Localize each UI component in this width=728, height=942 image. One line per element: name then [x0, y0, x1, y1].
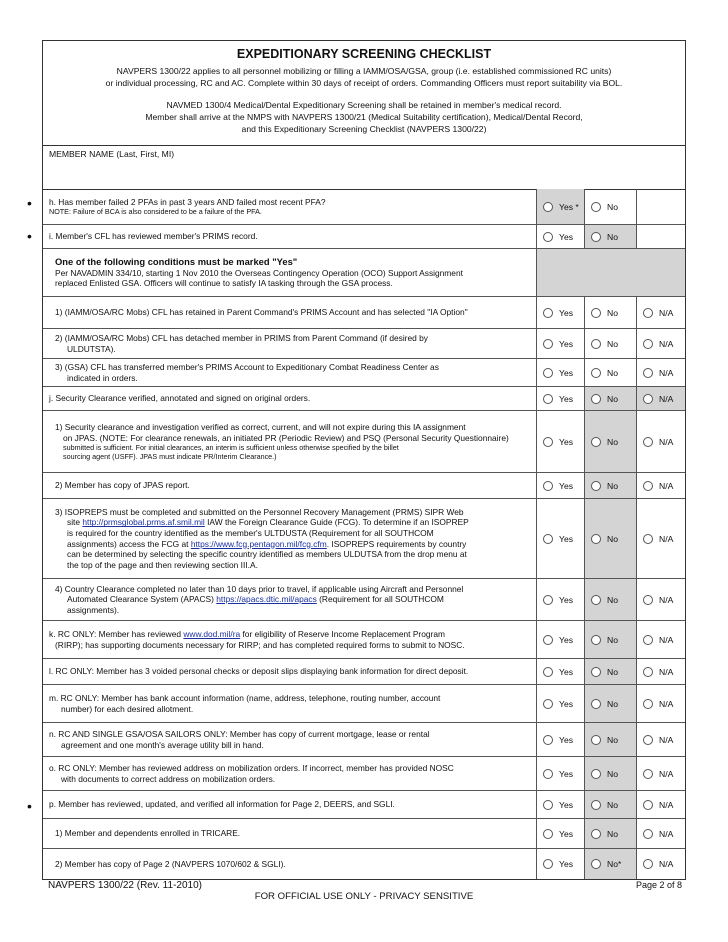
item-j4-line-1: 4) Country Clearance completed no later than 10 days prior to travel, if applicable using Aircraft and Personnel — [55, 583, 464, 594]
item-i-text: i. Member's CFL has reviewed member's PRIMS record. — [49, 231, 258, 242]
radio-icon[interactable] — [543, 735, 553, 745]
radio-icon[interactable] — [591, 339, 601, 349]
item-m-line-2: number) for each desired allotment. — [61, 703, 194, 714]
item-j1-line-1: 1) Security clearance and investigation verified as correct, current, and will not expire during this IA assignment — [55, 421, 466, 432]
classification-banner: FOR OFFICIAL USE ONLY - PRIVACY SENSITIVE — [254, 891, 474, 902]
item-h — [43, 189, 685, 225]
item-n-line-1: n. RC AND SINGLE GSA/OSA SAILORS ONLY: Member has copy of current mortgage, lease or rental — [49, 728, 430, 739]
item-k-line-1: k. RC ONLY: Member has reviewed www.dod.mil/ra for eligibility of Reserve Income Replacement Program — [49, 628, 445, 639]
item-j3-line-6: the top of the page and then reviewing section III.A. — [67, 559, 258, 570]
page-number: Page 2 of 8 — [635, 880, 682, 890]
item-m-line-1: m. RC ONLY: Member has bank account information (name, address, telephone, routing number, account — [49, 692, 441, 703]
item-m-na[interactable]: N/A — [637, 685, 685, 722]
radio-icon[interactable] — [543, 202, 553, 212]
radio-icon[interactable] — [591, 202, 601, 212]
intro-line-2: or individual processing, RC and AC. Complete within 30 days of receipt of orders. Commanding Officers must report suitability via BOL. — [105, 78, 623, 88]
item-h-note: NOTE: Failure of BCA is also considered to be a failure of the PFA. — [49, 207, 262, 217]
form-title: EXPEDITIONARY SCREENING CHECKLIST — [236, 47, 492, 61]
radio-icon[interactable] — [643, 635, 653, 645]
condition-1-text: 1) (IAMM/OSA/RC Mobs) CFL has retained in Parent Command's PRIMS Account and has selected "IA Option" — [55, 307, 468, 318]
item-j3-line-5: can be determined by selecting the specific country identified as members ULDUTSA from the drop menu at — [67, 549, 467, 560]
radio-icon[interactable] — [643, 800, 653, 810]
item-j1-line-3: submitted is sufficient. For initial clearances, an interim is sufficient unless otherwise specified by the billet — [63, 443, 399, 453]
radio-icon[interactable] — [543, 368, 553, 378]
radio-icon[interactable] — [643, 481, 653, 491]
radio-icon[interactable] — [591, 481, 601, 491]
radio-icon[interactable] — [643, 859, 653, 869]
radio-icon[interactable] — [543, 534, 553, 544]
radio-icon[interactable] — [591, 595, 601, 605]
item-j-text: j. Security Clearance verified, annotated and signed on original orders. — [49, 393, 311, 404]
condition-1-yes[interactable]: Yes — [537, 297, 585, 328]
radio-icon[interactable] — [543, 437, 553, 447]
navmed-line-1: NAVMED 1300/4 Medical/Dental Expeditionary Screening shall be retained in member's medical record. — [166, 100, 562, 110]
item-h-blank — [637, 189, 685, 224]
item-o-no[interactable]: No — [585, 757, 637, 790]
condition-2-yes[interactable]: Yes — [537, 329, 585, 358]
apacs-link[interactable]: https://apacs.dtic.mil/apacs — [216, 594, 317, 605]
item-n-no[interactable]: No — [585, 723, 637, 756]
radio-icon[interactable] — [591, 534, 601, 544]
item-j2-na[interactable]: N/A — [637, 473, 685, 498]
item-n — [43, 723, 685, 757]
item-p-yes[interactable]: Yes — [537, 791, 585, 818]
dod-ra-link[interactable]: www.dod.mil/ra — [183, 628, 241, 639]
form-id: NAVPERS 1300/22 (Rev. 11-2010) — [48, 880, 202, 891]
bullet-icon: • — [27, 195, 32, 211]
item-p1-na[interactable]: N/A — [637, 819, 685, 848]
item-o-na[interactable]: N/A — [637, 757, 685, 790]
item-p1-yes[interactable]: Yes — [537, 819, 585, 848]
radio-icon[interactable] — [643, 735, 653, 745]
item-j1 — [43, 411, 685, 473]
item-p-text: p. Member has reviewed, updated, and verified all information for Page 2, DEERS, and SGLI. — [49, 799, 395, 810]
item-p-na[interactable]: N/A — [637, 791, 685, 818]
condition-1 — [43, 297, 685, 329]
navmed-line-3: and this Expeditionary Screening Checklist (NAVPERS 1300/22) — [241, 124, 487, 134]
item-p1-text: 1) Member and dependents enrolled in TRICARE. — [55, 828, 241, 839]
item-j3 — [43, 499, 685, 579]
radio-icon[interactable] — [643, 437, 653, 447]
radio-icon[interactable] — [643, 534, 653, 544]
condition-3-no[interactable]: No — [585, 359, 637, 386]
radio-icon[interactable] — [643, 769, 653, 779]
condition-1-na[interactable]: N/A — [637, 297, 685, 328]
item-j3-yes[interactable]: Yes — [537, 499, 585, 578]
item-p1 — [43, 819, 685, 849]
radio-icon[interactable] — [591, 769, 601, 779]
item-j4-no[interactable]: No — [585, 579, 637, 620]
item-j4-line-3: assignments). — [67, 604, 120, 615]
item-m-no[interactable]: No — [585, 685, 637, 722]
item-p2-yes[interactable]: Yes — [537, 849, 585, 879]
item-j1-line-4: sourcing agent (USFF). JPAS must indicate PR/Interim Clearance.) — [63, 452, 277, 462]
item-k-no[interactable]: No — [585, 621, 637, 658]
item-j — [43, 387, 685, 411]
item-j-no[interactable]: No — [585, 387, 637, 410]
item-i — [43, 225, 685, 249]
item-j-yes[interactable]: Yes — [537, 387, 585, 410]
item-j2-text: 2) Member has copy of JPAS report. — [55, 480, 190, 491]
radio-icon[interactable] — [643, 339, 653, 349]
item-m — [43, 685, 685, 723]
radio-icon[interactable] — [543, 829, 553, 839]
radio-icon[interactable] — [643, 368, 653, 378]
condition-2 — [43, 329, 685, 359]
condition-3-line-2: indicated in orders. — [67, 372, 138, 383]
item-j3-line-4: assignments) access the FCG at https://www.fcg.pentagon.mil/fcg.cfm. ISOPREPS requirements by country — [67, 538, 467, 549]
radio-icon[interactable] — [543, 859, 553, 869]
condition-3-line-1: 3) (GSA) CFL has transferred member's PRIMS Account to Expeditionary Combat Readiness Center as — [55, 361, 439, 372]
item-n-na[interactable]: N/A — [637, 723, 685, 756]
item-o-line-2: with documents to correct address on mobilization orders. — [61, 773, 276, 784]
radio-icon[interactable] — [643, 699, 653, 709]
item-j3-line-3: is required for the country identified as the member's ULTDUSTA (Requirement for all SOUTHCOM — [67, 527, 434, 538]
item-m-yes[interactable]: Yes — [537, 685, 585, 722]
item-l-na[interactable]: N/A — [637, 659, 685, 684]
item-j2-yes[interactable]: Yes — [537, 473, 585, 498]
condition-2-line-1: 2) (IAMM/OSA/RC Mobs) CFL has detached member in PRIMS from Parent Command (if desired by — [55, 332, 428, 343]
conditions-header — [43, 249, 685, 297]
radio-icon[interactable] — [591, 859, 601, 869]
item-o-line-1: o. RC ONLY: Member has reviewed address on mobilization orders. If incorrect, member has provided NOSC — [49, 762, 454, 773]
radio-icon[interactable] — [591, 735, 601, 745]
condition-2-no[interactable]: No — [585, 329, 637, 358]
radio-icon[interactable] — [543, 667, 553, 677]
condition-2-line-2: ULDUTSTA). — [67, 343, 116, 354]
item-o-yes[interactable]: Yes — [537, 757, 585, 790]
radio-icon[interactable] — [543, 699, 553, 709]
checklist-form — [42, 40, 686, 880]
item-h-no[interactable]: No — [585, 189, 637, 224]
condition-2-na[interactable]: N/A — [637, 329, 685, 358]
radio-icon[interactable] — [543, 481, 553, 491]
item-p2-no[interactable]: No* — [585, 849, 637, 879]
radio-icon[interactable] — [643, 595, 653, 605]
item-j4-yes[interactable]: Yes — [537, 579, 585, 620]
condition-3-na[interactable]: N/A — [637, 359, 685, 386]
item-h-yes[interactable]: Yes * — [537, 189, 585, 224]
item-n-line-2: agreement and one month's average utility bill in hand. — [61, 739, 264, 750]
radio-icon[interactable] — [643, 308, 653, 318]
item-j1-na[interactable]: N/A — [637, 411, 685, 472]
radio-icon[interactable] — [591, 308, 601, 318]
item-l-no[interactable]: No — [585, 659, 637, 684]
radio-icon[interactable] — [543, 800, 553, 810]
radio-icon[interactable] — [591, 800, 601, 810]
item-j3-line-1: 3) ISOPREPS must be completed and submitted on the Personnel Recovery Management (PRMS) SIPR Web — [55, 506, 464, 517]
item-i-no[interactable]: No — [585, 225, 637, 248]
radio-icon[interactable] — [543, 769, 553, 779]
radio-icon[interactable] — [543, 339, 553, 349]
item-p-no[interactable]: No — [585, 791, 637, 818]
radio-icon[interactable] — [591, 437, 601, 447]
item-o — [43, 757, 685, 791]
condition-3-yes[interactable]: Yes — [537, 359, 585, 386]
bullet-icon: • — [27, 798, 32, 814]
condition-1-no[interactable]: No — [585, 297, 637, 328]
navmed-line-2: Member shall arrive at the NMPS with NAVPERS 1300/21 (Medical Suitability certification), Medical/Dental Record, — [145, 112, 583, 122]
item-j1-no[interactable]: No — [585, 411, 637, 472]
radio-icon[interactable] — [591, 368, 601, 378]
prms-link[interactable]: http://prmsglobal.prms.af.smil.mil — [82, 517, 205, 528]
item-k-na[interactable]: N/A — [637, 621, 685, 658]
item-j2 — [43, 473, 685, 499]
radio-icon[interactable] — [591, 635, 601, 645]
radio-icon[interactable] — [643, 394, 653, 404]
radio-icon[interactable] — [591, 667, 601, 677]
item-j4 — [43, 579, 685, 621]
item-j1-yes[interactable]: Yes — [537, 411, 585, 472]
conditions-line-2: replaced Enlisted GSA. Officers will continue to satisfy IA tasking through the GSA process. — [55, 278, 393, 289]
item-j3-line-2: site http://prmsglobal.prms.af.smil.mil IAW the Foreign Clearance Guide (FCG). To determine if an ISOPREP — [67, 517, 469, 528]
radio-icon[interactable] — [543, 308, 553, 318]
item-j-na[interactable]: N/A — [637, 387, 685, 410]
radio-icon[interactable] — [643, 667, 653, 677]
item-p2-na[interactable]: N/A — [637, 849, 685, 879]
item-k-line-2: (RIRP); has supporting documents necessary for RIRP; and has completed required forms to submit to NOSC. — [55, 639, 465, 650]
radio-icon[interactable] — [591, 829, 601, 839]
radio-icon[interactable] — [643, 829, 653, 839]
radio-icon[interactable] — [591, 232, 601, 242]
item-p — [43, 791, 685, 819]
form-header — [43, 41, 685, 146]
conditions-title: One of the following conditions must be marked "Yes" — [55, 256, 298, 267]
item-l-text: l. RC ONLY: Member has 3 voided personal checks or deposit slips displaying bank information for direct deposit. — [49, 666, 469, 677]
item-j4-line-2: Automated Clearance System (APACS) https://apacs.dtic.mil/apacs (Requirement for all SOUTHCOM — [67, 594, 444, 605]
radio-icon[interactable] — [543, 394, 553, 404]
item-l-yes[interactable]: Yes — [537, 659, 585, 684]
conditions-line-1: Per NAVADMIN 334/10, starting 1 Nov 2010 the Overseas Contingency Operation (OCO) Support Assignment — [55, 267, 463, 278]
bullet-icon: • — [27, 228, 32, 244]
item-j3-no[interactable]: No — [585, 499, 637, 578]
item-j3-na[interactable]: N/A — [637, 499, 685, 578]
condition-3 — [43, 359, 685, 387]
item-l — [43, 659, 685, 685]
radio-icon[interactable] — [591, 394, 601, 404]
item-k — [43, 621, 685, 659]
radio-icon[interactable] — [543, 595, 553, 605]
item-j4-na[interactable]: N/A — [637, 579, 685, 620]
member-name-label: MEMBER NAME (Last, First, MI) — [49, 149, 175, 159]
item-n-yes[interactable]: Yes — [537, 723, 585, 756]
member-name-field[interactable] — [43, 145, 685, 190]
item-j1-line-2: on JPAS. (NOTE: For clearance renewals, an initiated PR (Periodic Review) and PSQ (Personal Security Questionnaire) — [63, 432, 509, 443]
item-p1-no[interactable]: No — [585, 819, 637, 848]
radio-icon[interactable] — [543, 635, 553, 645]
intro-line-1: NAVPERS 1300/22 applies to all personnel mobilizing or filling a IAMM/OSA/GSA, group (i.e. established commissioned RC units) — [116, 66, 612, 76]
fcg-link[interactable]: https://www.fcg.pentagon.mil/fcg.cfm — [190, 538, 327, 549]
radio-icon[interactable] — [543, 232, 553, 242]
radio-icon[interactable] — [591, 699, 601, 709]
item-p2 — [43, 849, 685, 879]
item-j2-no[interactable]: No — [585, 473, 637, 498]
item-p2-text: 2) Member has copy of Page 2 (NAVPERS 1070/602 & SGLI). — [55, 858, 286, 869]
item-h-text: h. Has member failed 2 PFAs in past 3 years AND failed most recent PFA? — [49, 196, 326, 207]
item-k-yes[interactable]: Yes — [537, 621, 585, 658]
item-i-yes[interactable]: Yes — [537, 225, 585, 248]
